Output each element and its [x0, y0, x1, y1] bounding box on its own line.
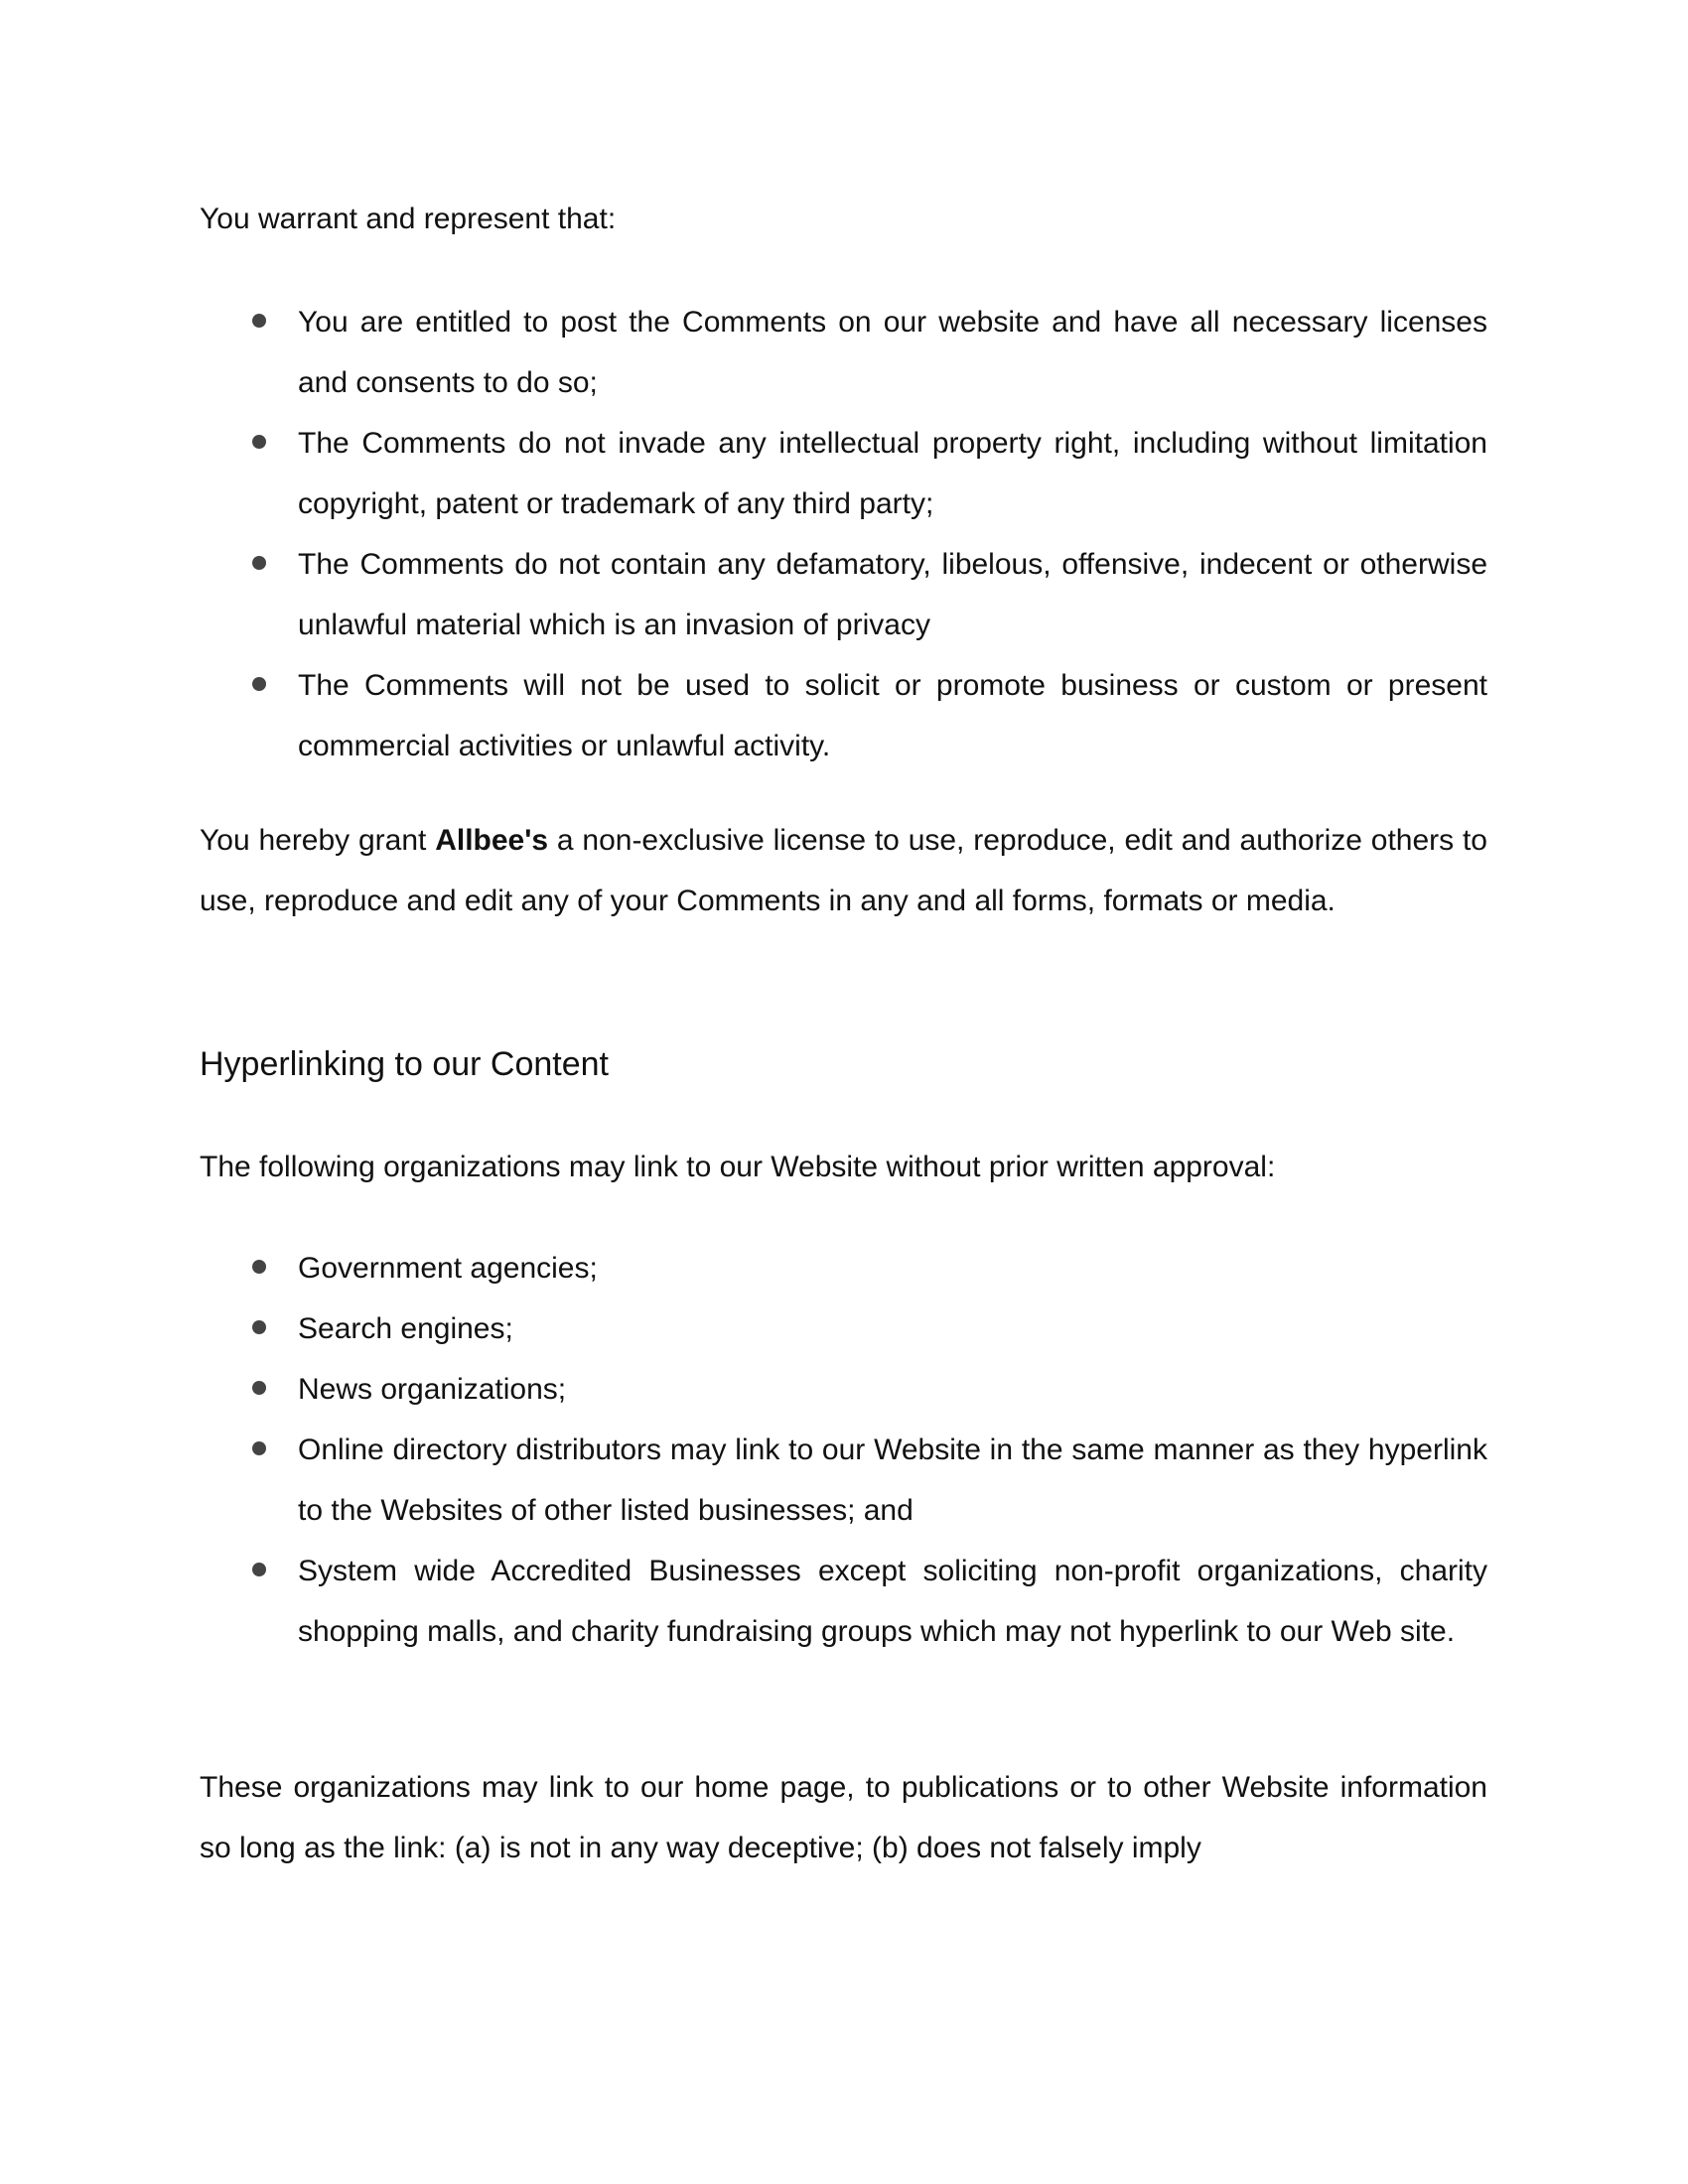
bullet-icon: [252, 314, 266, 328]
bullet-icon: [252, 1441, 266, 1455]
warranty-list: [200, 292, 1487, 776]
bullet-icon: [252, 1563, 266, 1576]
list-item: Government agencies;: [200, 1238, 1487, 1298]
company-name: Allbee's: [435, 824, 549, 857]
list-item: News organizations;: [200, 1359, 1487, 1420]
bullet-icon: [252, 677, 266, 691]
list-item: The Comments do not invade any intellectual property right, including without limitation copyright, patent or trademark of any third party;: [200, 413, 1487, 534]
bullet-icon: [252, 1381, 266, 1395]
list-item: System wide Accredited Businesses except soliciting non-profit organizations, charity shopping malls, and charity fundraising groups which may not hyperlink to our Web site.: [200, 1541, 1487, 1662]
bullet-icon: [252, 1320, 266, 1334]
list-item: The Comments will not be used to solicit or promote business or custom or present commercial activities or unlawful activity.: [200, 655, 1487, 776]
license-paragraph: You hereby grant Allbee's a non-exclusive license to use, reproduce, edit and authorize others to use, reproduce and edit any of your Comments in any and all forms, formats or media.: [200, 824, 1487, 917]
list-item: Online directory distributors may link to our Website in the same manner as they hyperlink to the Websites of other listed businesses; and: [200, 1420, 1487, 1541]
warranty-intro: You warrant and represent that:: [200, 203, 617, 235]
section-heading: Hyperlinking to our Content: [200, 1045, 610, 1083]
closing-paragraph: These organizations may link to our home page, to publications or to other Website information so long as the link: (a) is not in any way deceptive; (b) does not falsely imply: [200, 1771, 1487, 1864]
bullet-icon: [252, 556, 266, 570]
bullet-icon: [252, 435, 266, 449]
bullet-icon: [252, 1260, 266, 1274]
list-item: The Comments do not contain any defamatory, libelous, offensive, indecent or otherwise unlawful material which is an invasion of privacy: [200, 534, 1487, 655]
list-item: Search engines;: [200, 1298, 1487, 1359]
list-item: You are entitled to post the Comments on our website and have all necessary licenses and consents to do so;: [200, 292, 1487, 413]
section-intro: The following organizations may link to our Website without prior written approval:: [200, 1151, 1276, 1183]
organization-list: [200, 1238, 1487, 1662]
